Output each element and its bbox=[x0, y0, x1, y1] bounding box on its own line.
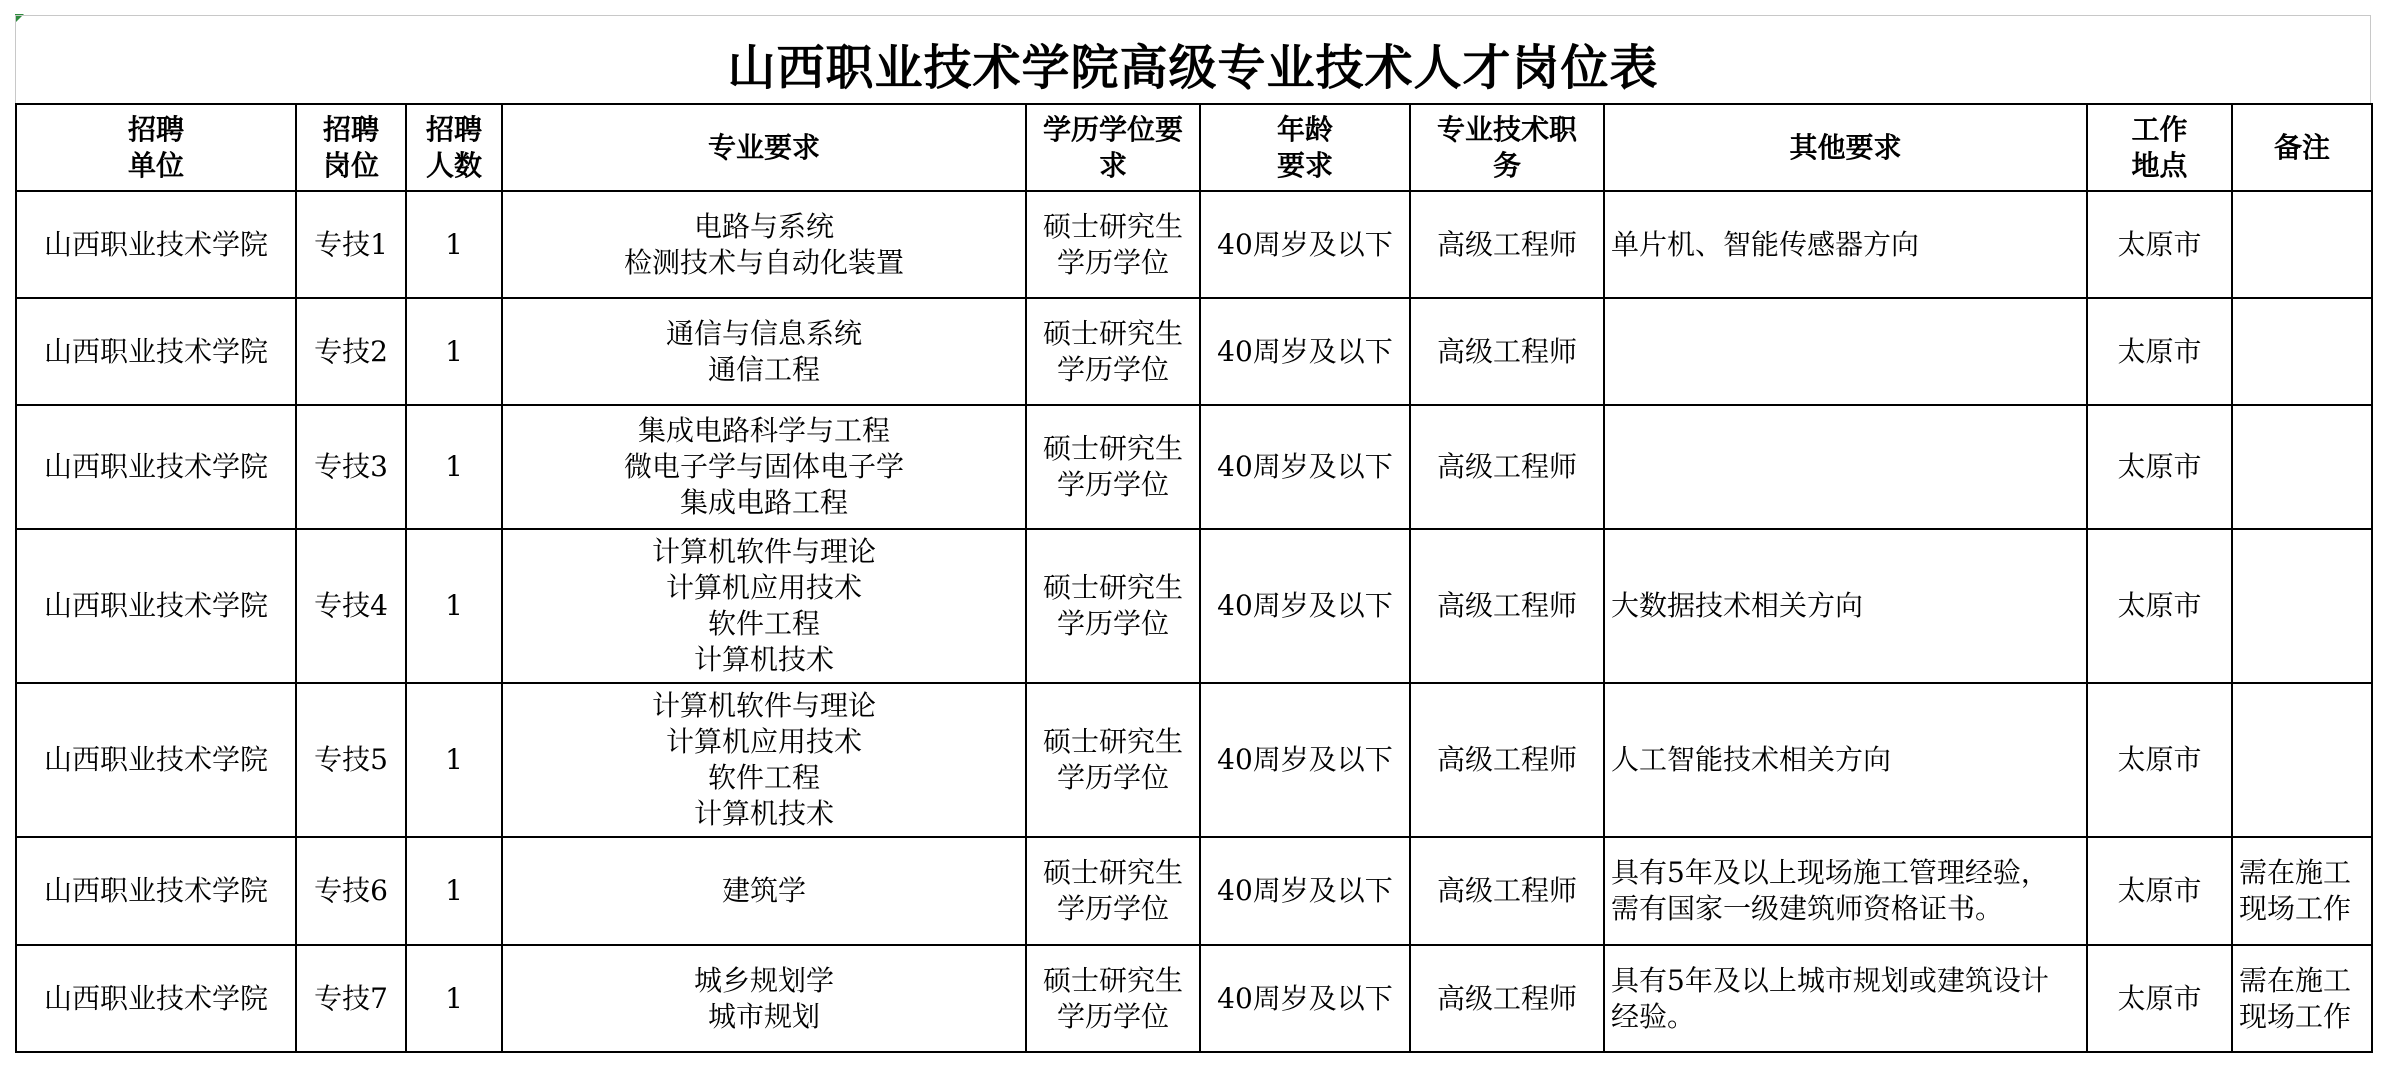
cell-post[interactable]: 专技5 bbox=[296, 683, 406, 837]
cell-age[interactable]: 40周岁及以下 bbox=[1200, 683, 1410, 837]
cell-degree[interactable]: 硕士研究生 学历学位 bbox=[1026, 945, 1200, 1052]
header-post[interactable]: 招聘 岗位 bbox=[296, 104, 406, 191]
cell-post[interactable]: 专技7 bbox=[296, 945, 406, 1052]
cell-other[interactable]: 人工智能技术相关方向 bbox=[1604, 683, 2087, 837]
cell-age[interactable]: 40周岁及以下 bbox=[1200, 837, 1410, 945]
cell-major[interactable] bbox=[502, 683, 1026, 837]
major-line: 通信与信息系统 bbox=[665, 316, 862, 350]
major-line: 城乡规划学 bbox=[693, 963, 834, 997]
cell-note[interactable] bbox=[2232, 298, 2372, 405]
major-line: 城市规划 bbox=[707, 999, 820, 1033]
major-line: 计算机应用技术 bbox=[665, 571, 862, 604]
header-location[interactable]: 工作 地点 bbox=[2087, 104, 2232, 191]
cell-major[interactable] bbox=[502, 945, 1026, 1052]
cell-unit[interactable]: 山西职业技术学院 bbox=[16, 298, 296, 405]
cell-count[interactable]: 1 bbox=[406, 191, 502, 298]
major-line: 软件工程 bbox=[707, 607, 820, 640]
major-line: 微电子学与固体电子学 bbox=[623, 450, 904, 483]
cell-unit[interactable]: 山西职业技术学院 bbox=[16, 405, 296, 529]
cell-degree[interactable]: 硕士研究生 学历学位 bbox=[1026, 298, 1200, 405]
cell-post[interactable]: 专技2 bbox=[296, 298, 406, 405]
cell-title-req[interactable]: 高级工程师 bbox=[1410, 683, 1604, 837]
title-cell[interactable] bbox=[15, 15, 2371, 103]
cell-location[interactable]: 太原市 bbox=[2087, 298, 2232, 405]
header-age[interactable]: 年龄 要求 bbox=[1200, 104, 1410, 191]
major-line: 电路与系统 bbox=[693, 209, 834, 243]
cell-title-req[interactable]: 高级工程师 bbox=[1410, 191, 1604, 298]
cell-age[interactable]: 40周岁及以下 bbox=[1200, 191, 1410, 298]
cell-count[interactable]: 1 bbox=[406, 837, 502, 945]
table-row bbox=[16, 945, 2372, 1052]
cell-unit[interactable]: 山西职业技术学院 bbox=[16, 529, 296, 683]
cell-major[interactable] bbox=[502, 529, 1026, 683]
cell-degree[interactable]: 硕士研究生 学历学位 bbox=[1026, 405, 1200, 529]
table-row bbox=[16, 405, 2372, 529]
cell-title-req[interactable]: 高级工程师 bbox=[1410, 405, 1604, 529]
cell-post[interactable]: 专技6 bbox=[296, 837, 406, 945]
cell-note[interactable]: 需在施工 现场工作 bbox=[2232, 837, 2372, 945]
cell-note[interactable] bbox=[2232, 405, 2372, 529]
major-line: 建筑学 bbox=[721, 874, 806, 907]
major-line: 检测技术与自动化装置 bbox=[623, 245, 904, 279]
table-row bbox=[16, 298, 2372, 405]
cell-location[interactable]: 太原市 bbox=[2087, 191, 2232, 298]
major-line: 计算机技术 bbox=[693, 797, 834, 830]
major-line: 计算机软件与理论 bbox=[651, 535, 876, 568]
cell-unit[interactable]: 山西职业技术学院 bbox=[16, 191, 296, 298]
header-unit[interactable]: 招聘 单位 bbox=[16, 104, 296, 191]
major-line: 软件工程 bbox=[707, 761, 820, 794]
major-line: 计算机应用技术 bbox=[665, 725, 862, 758]
cell-title-req[interactable]: 高级工程师 bbox=[1410, 837, 1604, 945]
table-row bbox=[16, 837, 2372, 945]
major-line: 通信工程 bbox=[707, 352, 820, 386]
cell-location[interactable]: 太原市 bbox=[2087, 945, 2232, 1052]
cell-degree[interactable]: 硕士研究生 学历学位 bbox=[1026, 837, 1200, 945]
major-line: 计算机软件与理论 bbox=[651, 689, 876, 722]
cell-note[interactable] bbox=[2232, 191, 2372, 298]
header-degree[interactable]: 学历学位要 求 bbox=[1026, 104, 1200, 191]
cell-unit[interactable]: 山西职业技术学院 bbox=[16, 945, 296, 1052]
header-row bbox=[16, 104, 2372, 191]
cell-location[interactable]: 太原市 bbox=[2087, 405, 2232, 529]
cell-other[interactable]: 大数据技术相关方向 bbox=[1604, 529, 2087, 683]
cell-location[interactable]: 太原市 bbox=[2087, 683, 2232, 837]
cell-count[interactable]: 1 bbox=[406, 945, 502, 1052]
cell-post[interactable]: 专技4 bbox=[296, 529, 406, 683]
cell-count[interactable]: 1 bbox=[406, 405, 502, 529]
table-row bbox=[16, 191, 2372, 298]
header-count[interactable]: 招聘 人数 bbox=[406, 104, 502, 191]
cell-other[interactable]: 具有5年及以上城市规划或建筑设计 经验。 bbox=[1604, 945, 2087, 1052]
header-major[interactable]: 专业要求 bbox=[502, 104, 1026, 191]
cell-other[interactable] bbox=[1604, 298, 2087, 405]
header-other[interactable]: 其他要求 bbox=[1604, 104, 2087, 191]
major-line: 集成电路工程 bbox=[679, 486, 848, 519]
positions-table bbox=[15, 103, 2373, 1053]
cell-other[interactable]: 单片机、智能传感器方向 bbox=[1604, 191, 2087, 298]
cell-age[interactable]: 40周岁及以下 bbox=[1200, 298, 1410, 405]
cell-degree[interactable]: 硕士研究生 学历学位 bbox=[1026, 529, 1200, 683]
cell-note[interactable] bbox=[2232, 683, 2372, 837]
header-title-req[interactable]: 专业技术职 务 bbox=[1410, 104, 1604, 191]
cell-count[interactable]: 1 bbox=[406, 529, 502, 683]
cell-post[interactable]: 专技3 bbox=[296, 405, 406, 529]
page-title: 山西职业技术学院高级专业技术人才岗位表 bbox=[727, 40, 1659, 96]
cell-major[interactable] bbox=[502, 837, 1026, 945]
cell-degree[interactable]: 硕士研究生 学历学位 bbox=[1026, 191, 1200, 298]
cell-note[interactable]: 需在施工 现场工作 bbox=[2232, 945, 2372, 1052]
cell-age[interactable]: 40周岁及以下 bbox=[1200, 945, 1410, 1052]
cell-unit[interactable]: 山西职业技术学院 bbox=[16, 683, 296, 837]
cell-post[interactable]: 专技1 bbox=[296, 191, 406, 298]
cell-location[interactable]: 太原市 bbox=[2087, 529, 2232, 683]
cell-title-req[interactable]: 高级工程师 bbox=[1410, 298, 1604, 405]
cell-location[interactable]: 太原市 bbox=[2087, 837, 2232, 945]
header-note[interactable]: 备注 bbox=[2232, 104, 2372, 191]
cell-title-req[interactable]: 高级工程师 bbox=[1410, 945, 1604, 1052]
cell-other[interactable]: 具有5年及以上现场施工管理经验， 需有国家一级建筑师资格证书。 bbox=[1604, 837, 2087, 945]
table-row bbox=[16, 529, 2372, 683]
cell-title-req[interactable]: 高级工程师 bbox=[1410, 529, 1604, 683]
cell-major[interactable] bbox=[502, 191, 1026, 298]
cell-age[interactable]: 40周岁及以下 bbox=[1200, 405, 1410, 529]
cell-major[interactable] bbox=[502, 298, 1026, 405]
major-line: 集成电路科学与工程 bbox=[637, 414, 890, 447]
cell-unit[interactable]: 山西职业技术学院 bbox=[16, 837, 296, 945]
cell-count[interactable]: 1 bbox=[406, 298, 502, 405]
cell-degree[interactable]: 硕士研究生 学历学位 bbox=[1026, 683, 1200, 837]
cell-note[interactable] bbox=[2232, 529, 2372, 683]
cell-other[interactable] bbox=[1604, 405, 2087, 529]
table-row bbox=[16, 683, 2372, 837]
major-line: 计算机技术 bbox=[693, 643, 834, 676]
cell-age[interactable]: 40周岁及以下 bbox=[1200, 529, 1410, 683]
cell-count[interactable]: 1 bbox=[406, 683, 502, 837]
cell-major[interactable] bbox=[502, 405, 1026, 529]
